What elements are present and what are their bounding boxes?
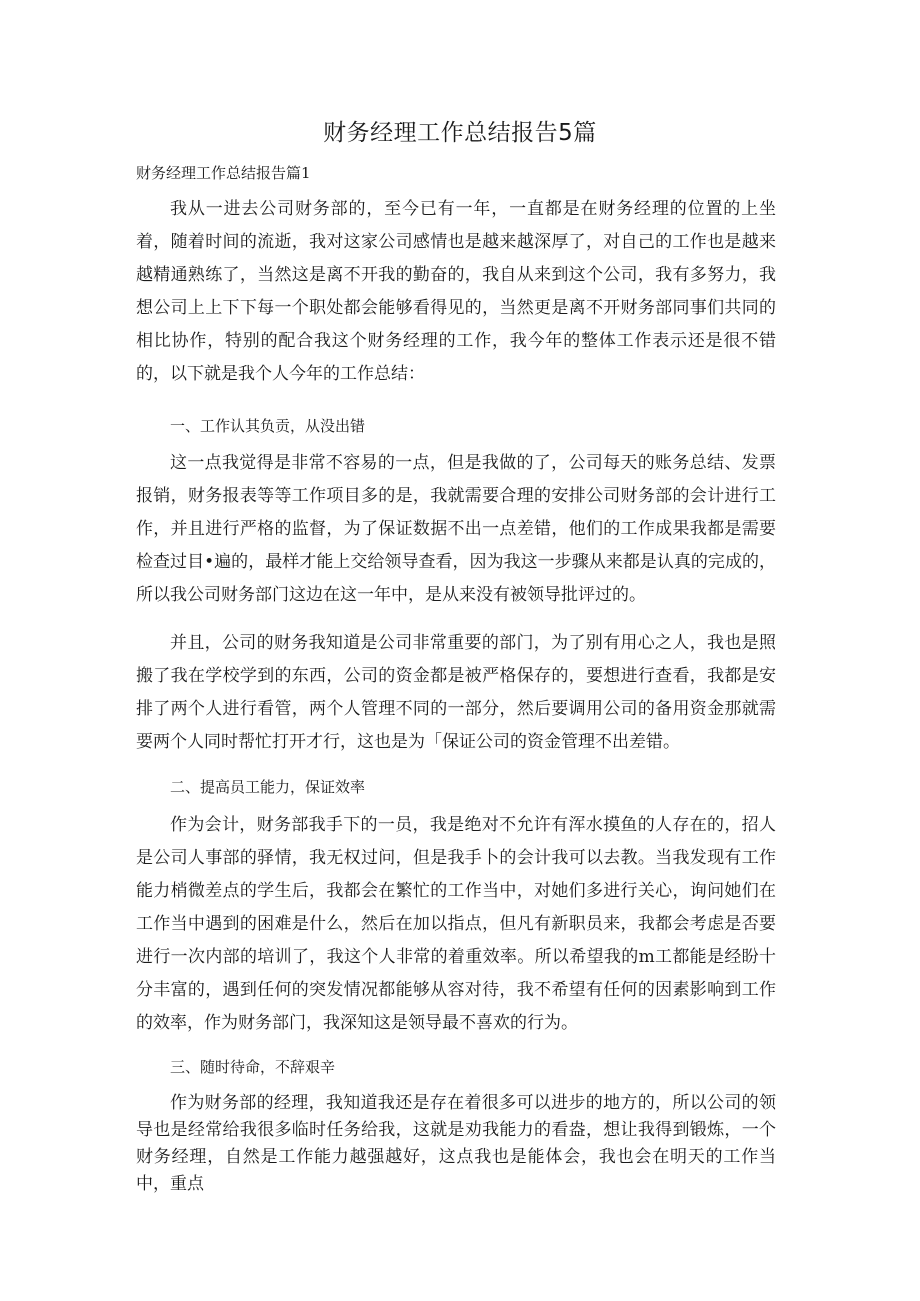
heading-section-1: 一、工作认其负贡，从没出错: [170, 417, 366, 435]
paragraph-staff-efficiency: 作为会计，财务部我手下的一员，我是绝对不允许有浑水摸鱼的人存在的，招人是公司人事部的驿情，我无权过问，但是我手卜的会计我可以去教。当我发现有工作能力梢微差点的学生后，我都会在繁忙的工作当中，对她们多进行关心，询问她们在工作当中遇到的困难是什么，然后在加以指点，但凡有新职员来，我都会考虑是否要进行一次内部的培训了，我这个人非常的着重效率。所以希望我的m工都能是经盼十分丰富的，遇到任何的突发情况都能够从容对待，我不希望有任何的因素影响到工作的效率，作为财务部门，我深知这是领导最不喜欢的行为。: [136, 815, 776, 1033]
heading-section-3: 三、随时待命，不辞艰辛: [170, 1058, 336, 1076]
paragraph-on-call: 作为财务部的经理，我知道我还是存在着很多可以进步的地方的，所以公司的领导也是经常给我很多临时任务给我，这就是劝我能力的看盎，想让我得到锻炼，一个财务经理，自然是工作能力越强越好，这点我也是能体会，我也会在明天的工作当中，重点: [136, 1093, 776, 1194]
paragraph-accuracy: 这一点我觉得是非常不容易的一点，但是我做的了，公司每天的账务总结、发票报销，财务报表等等工作项目多的是，我就需要合理的安排公司财务部的会计进行工作，并且进行严格的监督，为了保证数据不出一点差错，他们的工作成果我都是需要检查过目•遍的，最样才能上交给领导查看，因为我这一步骤从来都是认真的完成的，所以我公司财务部门这边在这一年中，是从来没有被领导批评过的。: [136, 453, 776, 605]
section-subtitle: 财务经理工作总结报告篇1: [136, 164, 311, 182]
document-title: 财务经理工作总结报告5篇: [323, 120, 597, 146]
paragraph-fund-security: 并且，公司的财务我知道是公司非常重要的部门，为了别有用心之人，我也是照搬了我在学校学到的东西，公司的资金都是被严格保存的，要想进行查看，我都是安排了两个人进行看管，两个人管理不同的一部分，然后要调用公司的备用资金那就需要两个人同时帮忙打开才行，这也是为「保证公司的资金管理不出差错。: [136, 633, 776, 752]
paragraph-intro: 我从一进去公司财务部的，至今已有一年，一直都是在财务经理的位置的上坐着，随着时间的流逝，我对这家公司感情也是越来越深厚了，对自己的工作也是越来越精通熟练了，当然这是离不开我的勤奋的，我自从来到这个公司，我有多努力，我想公司上上下下每一个职处都会能够看得见的，当然更是离不开财务部同事们共同的相比协作，特别的配合我这个财务经理的工作，我今年的整体工作表示还是很不错的，以下就是我个人今年的工作总结：: [136, 199, 776, 384]
heading-section-2: 二、提高员工能力，保证效率: [170, 778, 366, 796]
